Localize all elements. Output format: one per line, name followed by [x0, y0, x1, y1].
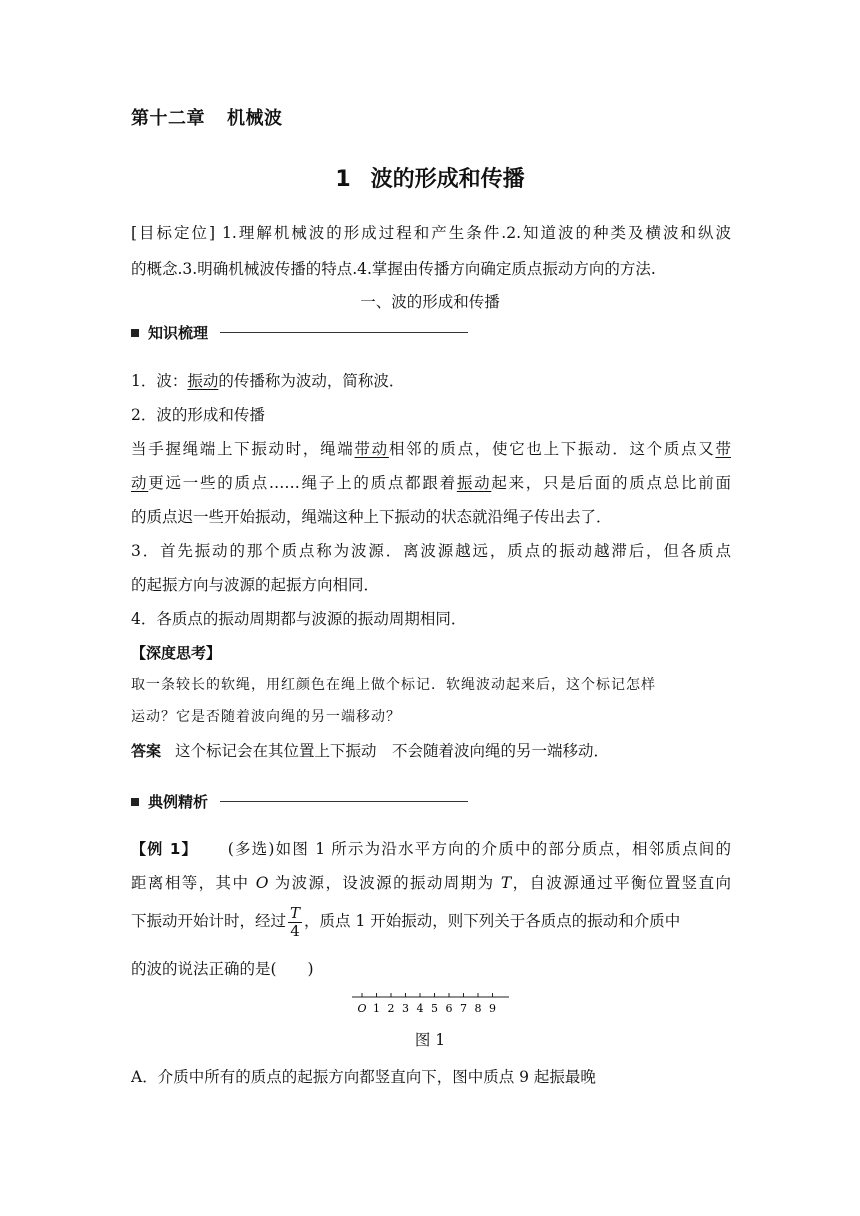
fraction-numerator: T — [290, 903, 301, 922]
knowledge-p3-line-3: 的质点迟一些开始振动，绳端这种上下振动的状态就沿绳子传出去了． — [131, 508, 612, 526]
figure-1-particle-axis — [352, 990, 512, 1018]
example1-line-3 — [131, 904, 731, 940]
chapter-label: 第十二章 — [131, 108, 205, 129]
figure-labels — [357, 1002, 496, 1015]
heading-examples-label: 典例精析 — [148, 793, 209, 811]
objectives-line-2: 的概念.3.明确机械波传播的特点.4.掌握由传播方向确定质点振动方向的方法. — [131, 260, 656, 278]
axis-label-8: 8 — [474, 1002, 482, 1015]
symbol-t: T — [500, 874, 512, 892]
axis-label-O: O — [357, 1002, 367, 1015]
figure-ticks — [362, 993, 493, 997]
lesson-title-text: 波的形成和传播 — [370, 167, 525, 192]
heading-knowledge-label: 知识梳理 — [148, 324, 209, 342]
knowledge-item-4: 4．各质点的振动周期都与波源的振动周期相同． — [131, 610, 467, 628]
heading-knowledge — [131, 322, 468, 343]
example1-label: 【例 1】 — [131, 840, 198, 858]
text-span: ，质点 1 开始振动，则下列关于各质点的振动和介质中 — [304, 912, 681, 930]
objectives-text-1: 1.理解机械波的形成过程和产生条件.2.知道波的种类及横波和纵波 — [222, 224, 731, 242]
knowledge-p3-line-2 — [131, 466, 731, 500]
knowledge-item-1-keyword: 振动 — [187, 372, 219, 390]
axis-label-3: 3 — [402, 1002, 409, 1015]
axis-label-4: 4 — [416, 1002, 424, 1015]
heading-rule — [220, 332, 468, 333]
square-bullet-icon — [131, 329, 139, 337]
deep-think-question-1: 取一条较长的软绳，用红颜色在绳上做个标记．软绳波动起来后，这个标记怎样 — [131, 677, 656, 693]
answer-text: 这个标记会在其位置上下振动 不会随着波向绳的另一端移动． — [175, 742, 610, 760]
deep-think-label: 【深度思考】 — [131, 644, 222, 662]
knowledge-item-3-line-2: 的起振方向与波源的起振方向相同． — [131, 576, 380, 594]
heading-examples — [131, 791, 468, 812]
knowledge-item-1 — [131, 364, 731, 398]
chapter-name: 机械波 — [227, 108, 283, 129]
text-span: 起来，只是后面的质点总比前面 — [491, 474, 731, 492]
knowledge-item-2: 2．波的形成和传播 — [131, 406, 265, 424]
text-span: 为波源，设波源的振动周期为 — [268, 874, 501, 892]
keyword: 动 — [131, 474, 149, 492]
text-span: ，自波源通过平衡位置竖直向 — [511, 874, 731, 892]
example1-line-1 — [131, 832, 731, 866]
lesson-number: 1 — [335, 167, 351, 192]
keyword: 带动 — [354, 440, 389, 458]
example1-text-1: (多选)如图 1 所示为沿水平方向的介质中的部分质点，相邻质点间的 — [227, 840, 732, 858]
text-span: 下振动开始计时，经过 — [131, 912, 287, 930]
axis-label-2: 2 — [387, 1002, 395, 1015]
example1-line-2 — [131, 866, 731, 900]
symbol-o: O — [255, 874, 269, 892]
example1-line-4: 的波的说法正确的是( ) — [131, 960, 314, 978]
text-span: 相邻的质点，使它也上下振动．这个质点又 — [388, 440, 716, 458]
example1-option-a: A．介质中所有的质点的起振方向都竖直向下，图中质点 9 起振最晚 — [131, 1068, 596, 1086]
deep-think-question-2: 运动？它是否随着波向绳的另一端移动？ — [131, 709, 401, 725]
figure-1-caption: 图 1 — [414, 1031, 446, 1049]
knowledge-item-1-suffix: 的传播称为波动，简称波． — [218, 372, 405, 390]
deep-think-answer — [131, 734, 731, 768]
knowledge-item-1-prefix: 1．波： — [131, 372, 188, 390]
axis-label-6: 6 — [445, 1002, 453, 1015]
axis-label-9: 9 — [489, 1002, 496, 1015]
axis-label-5: 5 — [431, 1002, 438, 1015]
text-span: 更远一些的质点……绳子上的质点都跟着 — [148, 474, 457, 492]
square-bullet-icon — [131, 798, 139, 806]
keyword: 带 — [715, 440, 731, 458]
text-span: 距离相等，其中 — [131, 874, 256, 892]
fraction-denominator: 4 — [290, 921, 300, 940]
knowledge-item-3-line-1: 3．首先振动的那个质点称为波源．离波源越远，质点的振动越滞后，但各质点 — [131, 542, 731, 560]
lesson-title — [0, 162, 860, 193]
section-title: 一、波的形成和传播 — [360, 293, 500, 311]
chapter-heading — [131, 104, 283, 130]
fraction-t-over-4 — [288, 905, 302, 940]
keyword: 振动 — [456, 474, 492, 492]
axis-label-1: 1 — [373, 1002, 380, 1015]
objectives-tag: [目标定位] — [131, 224, 216, 242]
heading-rule — [220, 801, 468, 802]
text-span: 当手握绳端上下振动时，绳端 — [131, 440, 355, 458]
answer-label: 答案 — [131, 742, 162, 760]
knowledge-p3-line-1 — [131, 432, 731, 466]
objectives-line-1 — [131, 216, 731, 250]
axis-label-7: 7 — [460, 1002, 467, 1015]
